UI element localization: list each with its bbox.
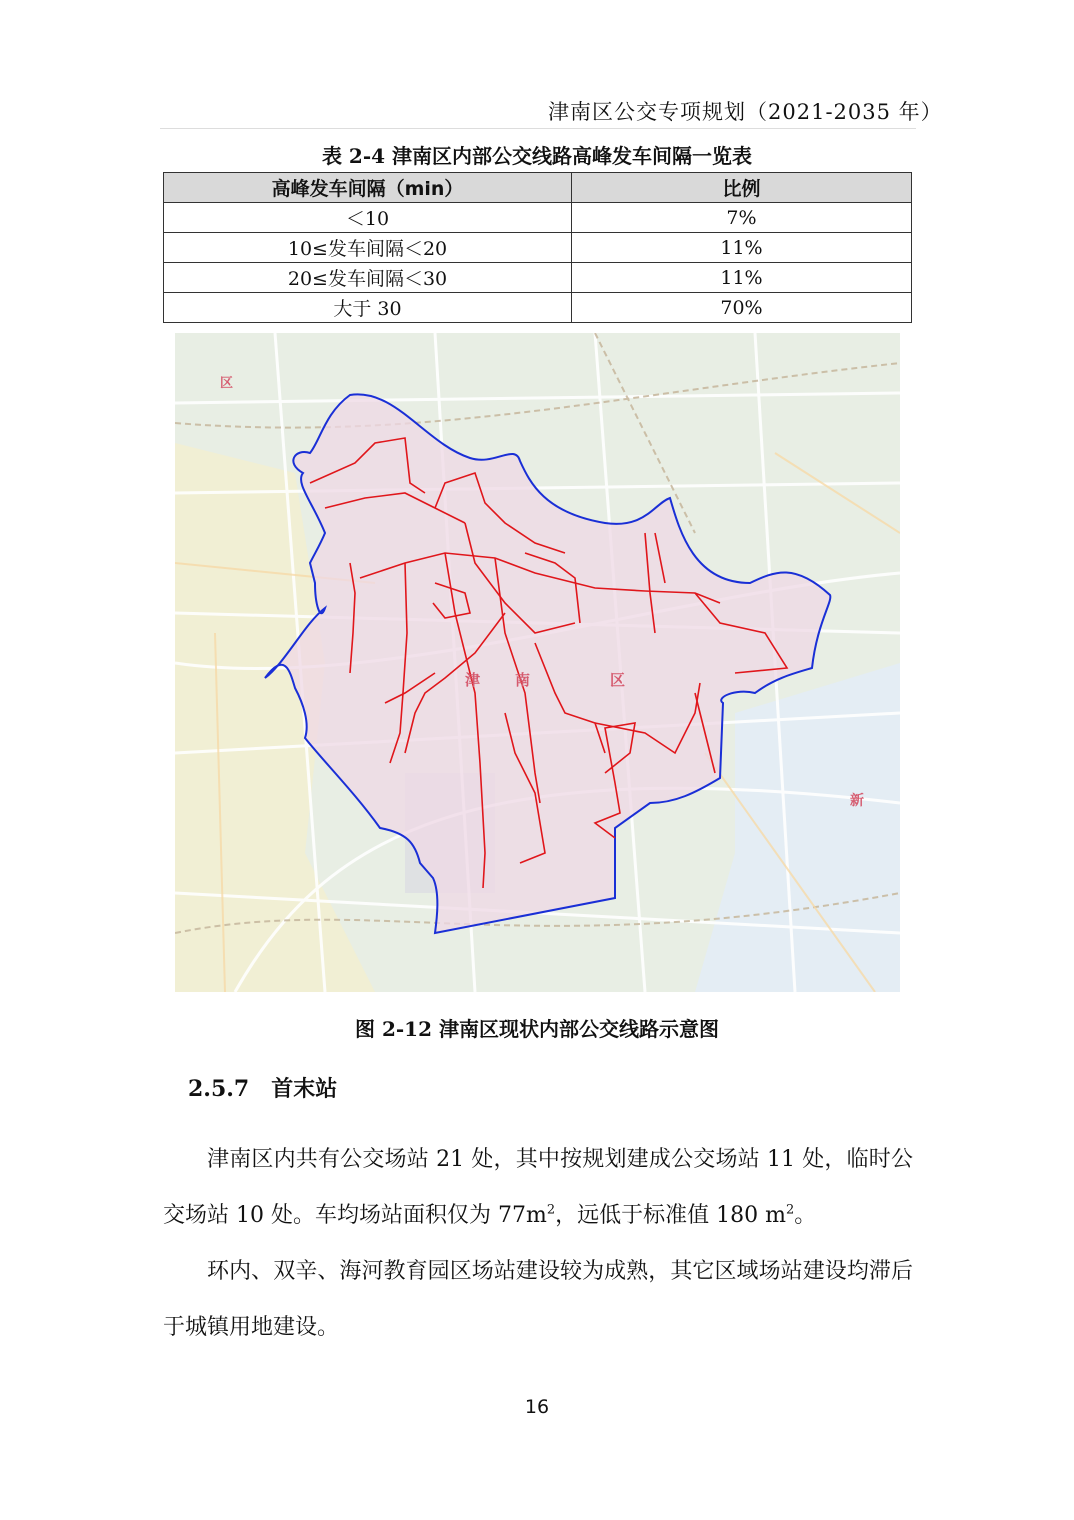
district-char-jin: 津 xyxy=(465,671,481,689)
paragraph-text: 。 xyxy=(794,1203,817,1228)
cell-ratio: 70% xyxy=(572,293,912,323)
running-header: 津南区公交专项规划（2021-2035 年） xyxy=(548,100,943,124)
table-header-row xyxy=(164,173,912,203)
cell-interval: 大于 30 xyxy=(164,293,572,323)
cell-ratio: 11% xyxy=(572,263,912,293)
cell-interval: 20≤发车间隔＜30 xyxy=(164,263,572,293)
paragraph-stations xyxy=(163,1132,913,1244)
paragraph-text: ，远低于标准值 180 m xyxy=(555,1203,786,1228)
district-char-nan: 南 xyxy=(515,671,531,689)
edge-label-east: 新 xyxy=(850,793,864,809)
header-ratio: 比例 xyxy=(572,173,912,203)
cell-interval: 10≤发车间隔＜20 xyxy=(164,233,572,263)
figure-caption: 图 2-12 津南区现状内部公交线路示意图 xyxy=(355,1017,719,1041)
section-number: 2.5.7 xyxy=(188,1076,250,1102)
cell-interval: ＜10 xyxy=(164,203,572,233)
district-char-qu: 区 xyxy=(610,671,626,689)
paragraph-construction: 环内、双辛、海河教育园区场站建设较为成熟，其它区域场站建设均滞后于城镇用地建设。 xyxy=(163,1259,913,1340)
paragraph-text: 津南区内共有公交场站 21 处，其中按规划建成公交场站 11 处，临时公交场站 10 处。车均场站面积仅为 77m xyxy=(163,1147,913,1228)
superscript: 2 xyxy=(546,1202,556,1218)
table-row xyxy=(164,263,912,293)
table-row xyxy=(164,293,912,323)
table-row xyxy=(164,203,912,233)
table-row xyxy=(164,233,912,263)
edge-label-west: 区 xyxy=(220,376,234,391)
section-heading: 首末站 xyxy=(271,1076,338,1102)
header-interval: 高峰发车间隔（min） xyxy=(164,173,572,203)
page-number: 16 xyxy=(524,1396,550,1418)
header-divider xyxy=(160,128,916,129)
section-title xyxy=(188,1072,337,1103)
bus-route-map xyxy=(175,333,900,992)
cell-ratio: 7% xyxy=(572,203,912,233)
headway-table xyxy=(163,172,912,323)
cell-ratio: 11% xyxy=(572,233,912,263)
superscript: 2 xyxy=(785,1202,795,1218)
table-caption: 表 2-4 津南区内部公交线路高峰发车间隔一览表 xyxy=(321,144,753,168)
